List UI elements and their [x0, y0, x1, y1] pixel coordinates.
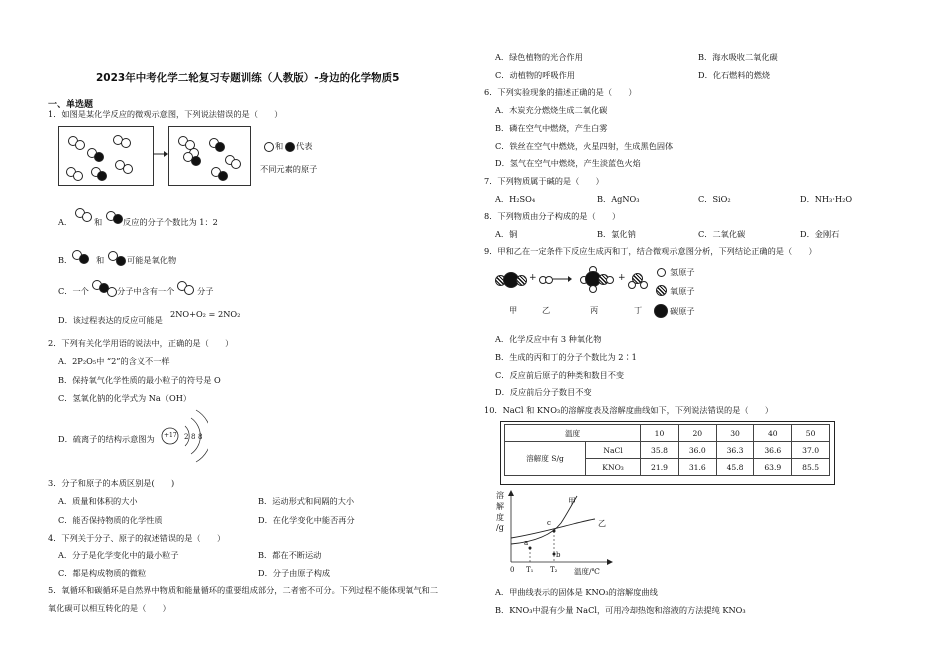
- q5-option-c: C．动植物的呼吸作用: [495, 70, 575, 80]
- point-label-a: a: [524, 539, 529, 547]
- q6-stem: 6．下列实验现象的描述正确的是（ ）: [484, 87, 637, 97]
- value-cell: 36.3: [716, 442, 754, 459]
- q1-stem: 1．如图是某化学反应的微观示意图，下列说法错误的是（ ）: [48, 109, 283, 119]
- point-label-b: b: [556, 551, 561, 559]
- q9-stem: 9．甲和乙在一定条件下反应生成丙和丁，结合微观示意图分析，下列结论正确的是（ ）: [484, 246, 817, 256]
- graph-ylabel-3: 度: [496, 513, 504, 522]
- q7-option-b: B．AgNO₃: [597, 194, 640, 204]
- q8-option-a: A．铜: [495, 229, 518, 239]
- plus-sign: +: [618, 273, 626, 283]
- q4-option-b: B．都在不断运动: [258, 550, 322, 560]
- q10-option-a: A．甲曲线表示的固体是 KNO₃的溶解度曲线: [495, 587, 658, 597]
- q1-product-box: [168, 126, 251, 186]
- white-atom: [121, 138, 131, 148]
- white-atom: [75, 140, 85, 150]
- q1-option-a-label: A．: [58, 217, 73, 227]
- q8-stem: 8．下列物质由分子构成的是（ ）: [484, 211, 621, 221]
- q3-option-c: C．能否保持物质的化学性质: [58, 515, 163, 525]
- black-atom: [113, 214, 123, 224]
- q4-stem: 4．下列关于分子、原子的叙述错误的是（ ）: [48, 533, 226, 543]
- temp-cell: 20: [678, 425, 716, 442]
- q1-option-d-text: D．该过程表达的反应可能是: [58, 315, 163, 325]
- row-label-cell: 溶解度 S/g: [505, 442, 586, 476]
- q1-option-c-label: C．一个: [58, 286, 89, 296]
- q8-option-d: D．金刚石: [800, 229, 840, 239]
- temp-cell: 40: [754, 425, 792, 442]
- q1-option-c-post: 分子: [197, 286, 214, 296]
- temp-cell: 10: [641, 425, 679, 442]
- q8-option-c: C．二氧化碳: [698, 229, 746, 239]
- legend-text: 不同元素的原子: [260, 164, 318, 174]
- hydrogen-atom: [545, 276, 553, 284]
- q6-option-c: C．铁丝在空气中燃烧，火星四射，生成黑色固体: [495, 141, 674, 151]
- q4-option-c: C．都是构成物质的微粒: [58, 568, 147, 578]
- q9-option-c: C．反应前后原子的种类和数目不变: [495, 370, 625, 380]
- q3-stem: 3．分子和原子的本质区别是( ): [48, 478, 175, 488]
- q7-option-a: A．H₂SO₄: [495, 194, 536, 204]
- value-cell: 63.9: [754, 459, 792, 476]
- plus-sign: +: [529, 273, 537, 283]
- q5-stem-line1: 5．氧循环和碳循环是自然界中物质和能量循环的重要组成部分，二者密不可分。下列过程不能体现氧气和二: [48, 585, 439, 595]
- temp-cell: 50: [792, 425, 830, 442]
- label-bing: 丙: [590, 305, 599, 315]
- table-header-cell: 温度: [505, 425, 641, 442]
- label-jia: 甲: [509, 305, 518, 315]
- hydrogen-atom: [589, 285, 597, 293]
- white-atom: [107, 287, 117, 297]
- legend-oxygen: 氧原子: [670, 286, 695, 296]
- graph-xlabel: 温度/℃: [574, 567, 600, 576]
- graph-t2: T₂: [550, 566, 558, 574]
- hydrogen-atom: [606, 276, 614, 284]
- q7-stem: 7．下列物质属于碱的是（ ）: [484, 176, 604, 186]
- shell-3: 8: [198, 433, 203, 441]
- point-label-c: c: [547, 519, 551, 527]
- value-cell: 36.0: [678, 442, 716, 459]
- q3-option-b: B．运动形式和间隔的大小: [258, 496, 355, 506]
- white-atom: [123, 164, 133, 174]
- q5-option-b: B．海水吸收二氧化碳: [698, 52, 778, 62]
- graph-ylabel-2: 解: [496, 502, 504, 511]
- reaction-arrow: [553, 275, 573, 283]
- legend-and: 和: [275, 141, 284, 151]
- q3-option-a: A．质量和体积的大小: [58, 496, 138, 506]
- q5-stem-line2: 氧化碳可以相互转化的是（ ）: [48, 603, 171, 613]
- substance-cell: NaCl: [586, 442, 641, 459]
- black-atom: [116, 256, 126, 266]
- q9-option-a: A．化学反应中有 3 种氧化物: [495, 334, 602, 344]
- legend-hydrogen-atom: [657, 268, 666, 277]
- q2-option-b: B．保持氧气化学性质的最小粒子的符号是 O: [58, 375, 221, 385]
- black-atom: [97, 171, 107, 181]
- value-cell: 31.6: [678, 459, 716, 476]
- q1-option-a-and: 和: [94, 217, 103, 227]
- value-cell: 37.0: [792, 442, 830, 459]
- q1-option-b-label: B．: [58, 255, 73, 265]
- q8-option-b: B．氯化钠: [597, 229, 636, 239]
- white-atom: [73, 171, 83, 181]
- q2-option-d: D．硫离子的结构示意图为: [58, 434, 155, 444]
- graph-ylabel-1: 溶: [496, 491, 504, 500]
- legend-hydrogen: 氢原子: [670, 267, 695, 277]
- white-atom: [184, 285, 194, 295]
- q1-option-b-text: 可能是氧化物: [127, 255, 177, 265]
- shell-2: 8: [191, 433, 196, 441]
- q9-option-d: D．反应前后分子数目不变: [495, 387, 592, 397]
- q7-option-d: D．NH₃·H₂O: [800, 194, 853, 204]
- q5-option-d: D．化石燃料的燃烧: [698, 70, 771, 80]
- black-atom: [94, 152, 104, 162]
- oxygen-atom: [516, 275, 527, 286]
- q1-option-b-and: 和: [96, 255, 105, 265]
- legend-white-atom: [264, 142, 274, 152]
- black-atom: [215, 142, 225, 152]
- q6-option-d: D．氢气在空气中燃烧，产生淡蓝色火焰: [495, 158, 641, 168]
- q4-option-a: A．分子是化学变化中的最小粒子: [58, 550, 179, 560]
- q1-option-a-text: 反应的分子个数比为 1：2: [123, 217, 218, 227]
- legend-carbon: 碳原子: [670, 306, 695, 316]
- q2-option-c: C．氢氧化钠的化学式为 Na（OH）: [58, 393, 192, 403]
- q10-option-b: B．KNO₃中混有少量 NaCl，可用冷却热饱和溶液的方法提纯 KNO₃: [495, 605, 746, 615]
- nucleus-charge: +17: [164, 432, 177, 439]
- graph-t1: T₁: [526, 566, 534, 574]
- hydrogen-atom: [640, 281, 648, 289]
- q10-stem: 10．NaCl 和 KNO₃的溶解度表及溶解度曲线如下，下列说法错误的是（ ）: [484, 405, 774, 415]
- q1-option-d-equation: 2NO+O₂ = 2NO₂: [170, 309, 241, 319]
- label-ding: 丁: [634, 305, 643, 315]
- q9-option-b: B．生成的丙和丁的分子个数比为 2∶1: [495, 352, 637, 362]
- graph-ylabel-4: /g: [496, 523, 504, 532]
- q1-option-c-mid: 分子中含有一个: [117, 286, 175, 296]
- legend-carbon-atom: [654, 304, 668, 318]
- legend-represents: 代表: [296, 141, 313, 151]
- q4-option-d: D．分子由原子构成: [258, 568, 331, 578]
- curve-label-yi: 乙: [598, 519, 606, 528]
- legend-black-atom: [285, 142, 295, 152]
- white-atom: [82, 212, 92, 222]
- value-cell: 85.5: [792, 459, 830, 476]
- table-row: [505, 442, 830, 459]
- graph-origin: 0: [510, 566, 515, 574]
- page-title: 2023年中考化学二轮复习专题训练（人教版）-身边的化学物质5: [96, 72, 400, 84]
- q7-option-c: C．SiO₂: [698, 194, 731, 204]
- reaction-arrow: [153, 150, 169, 158]
- table-header-row: [505, 425, 830, 442]
- section-heading: 一、单选题: [48, 100, 94, 110]
- legend-oxygen-atom: [656, 285, 667, 296]
- black-atom: [191, 156, 201, 166]
- q3-option-d: D．在化学变化中能否再分: [258, 515, 355, 525]
- q6-option-b: B．磷在空气中燃烧，产生白雾: [495, 123, 608, 133]
- black-atom: [218, 171, 228, 181]
- white-atom: [231, 159, 241, 169]
- solubility-table: [504, 424, 830, 476]
- q5-option-a: A．绿色植物的光合作用: [495, 52, 583, 62]
- value-cell: 45.8: [716, 459, 754, 476]
- value-cell: 35.8: [641, 442, 679, 459]
- substance-cell: KNO₃: [586, 459, 641, 476]
- q6-option-a: A．木炭充分燃烧生成二氧化碳: [495, 105, 608, 115]
- label-yi: 乙: [542, 305, 551, 315]
- shell-1: 2: [184, 433, 189, 441]
- value-cell: 21.9: [641, 459, 679, 476]
- curve-label-jia: 甲: [568, 497, 576, 506]
- q2-option-a: A．2P₂O₅中 “2”的含义不一样: [58, 356, 170, 366]
- q2-stem: 2．下列有关化学用语的说法中，正确的是（ ）: [48, 338, 234, 348]
- value-cell: 36.6: [754, 442, 792, 459]
- q1-reactant-box: [58, 126, 154, 186]
- black-atom: [79, 254, 89, 264]
- temp-cell: 30: [716, 425, 754, 442]
